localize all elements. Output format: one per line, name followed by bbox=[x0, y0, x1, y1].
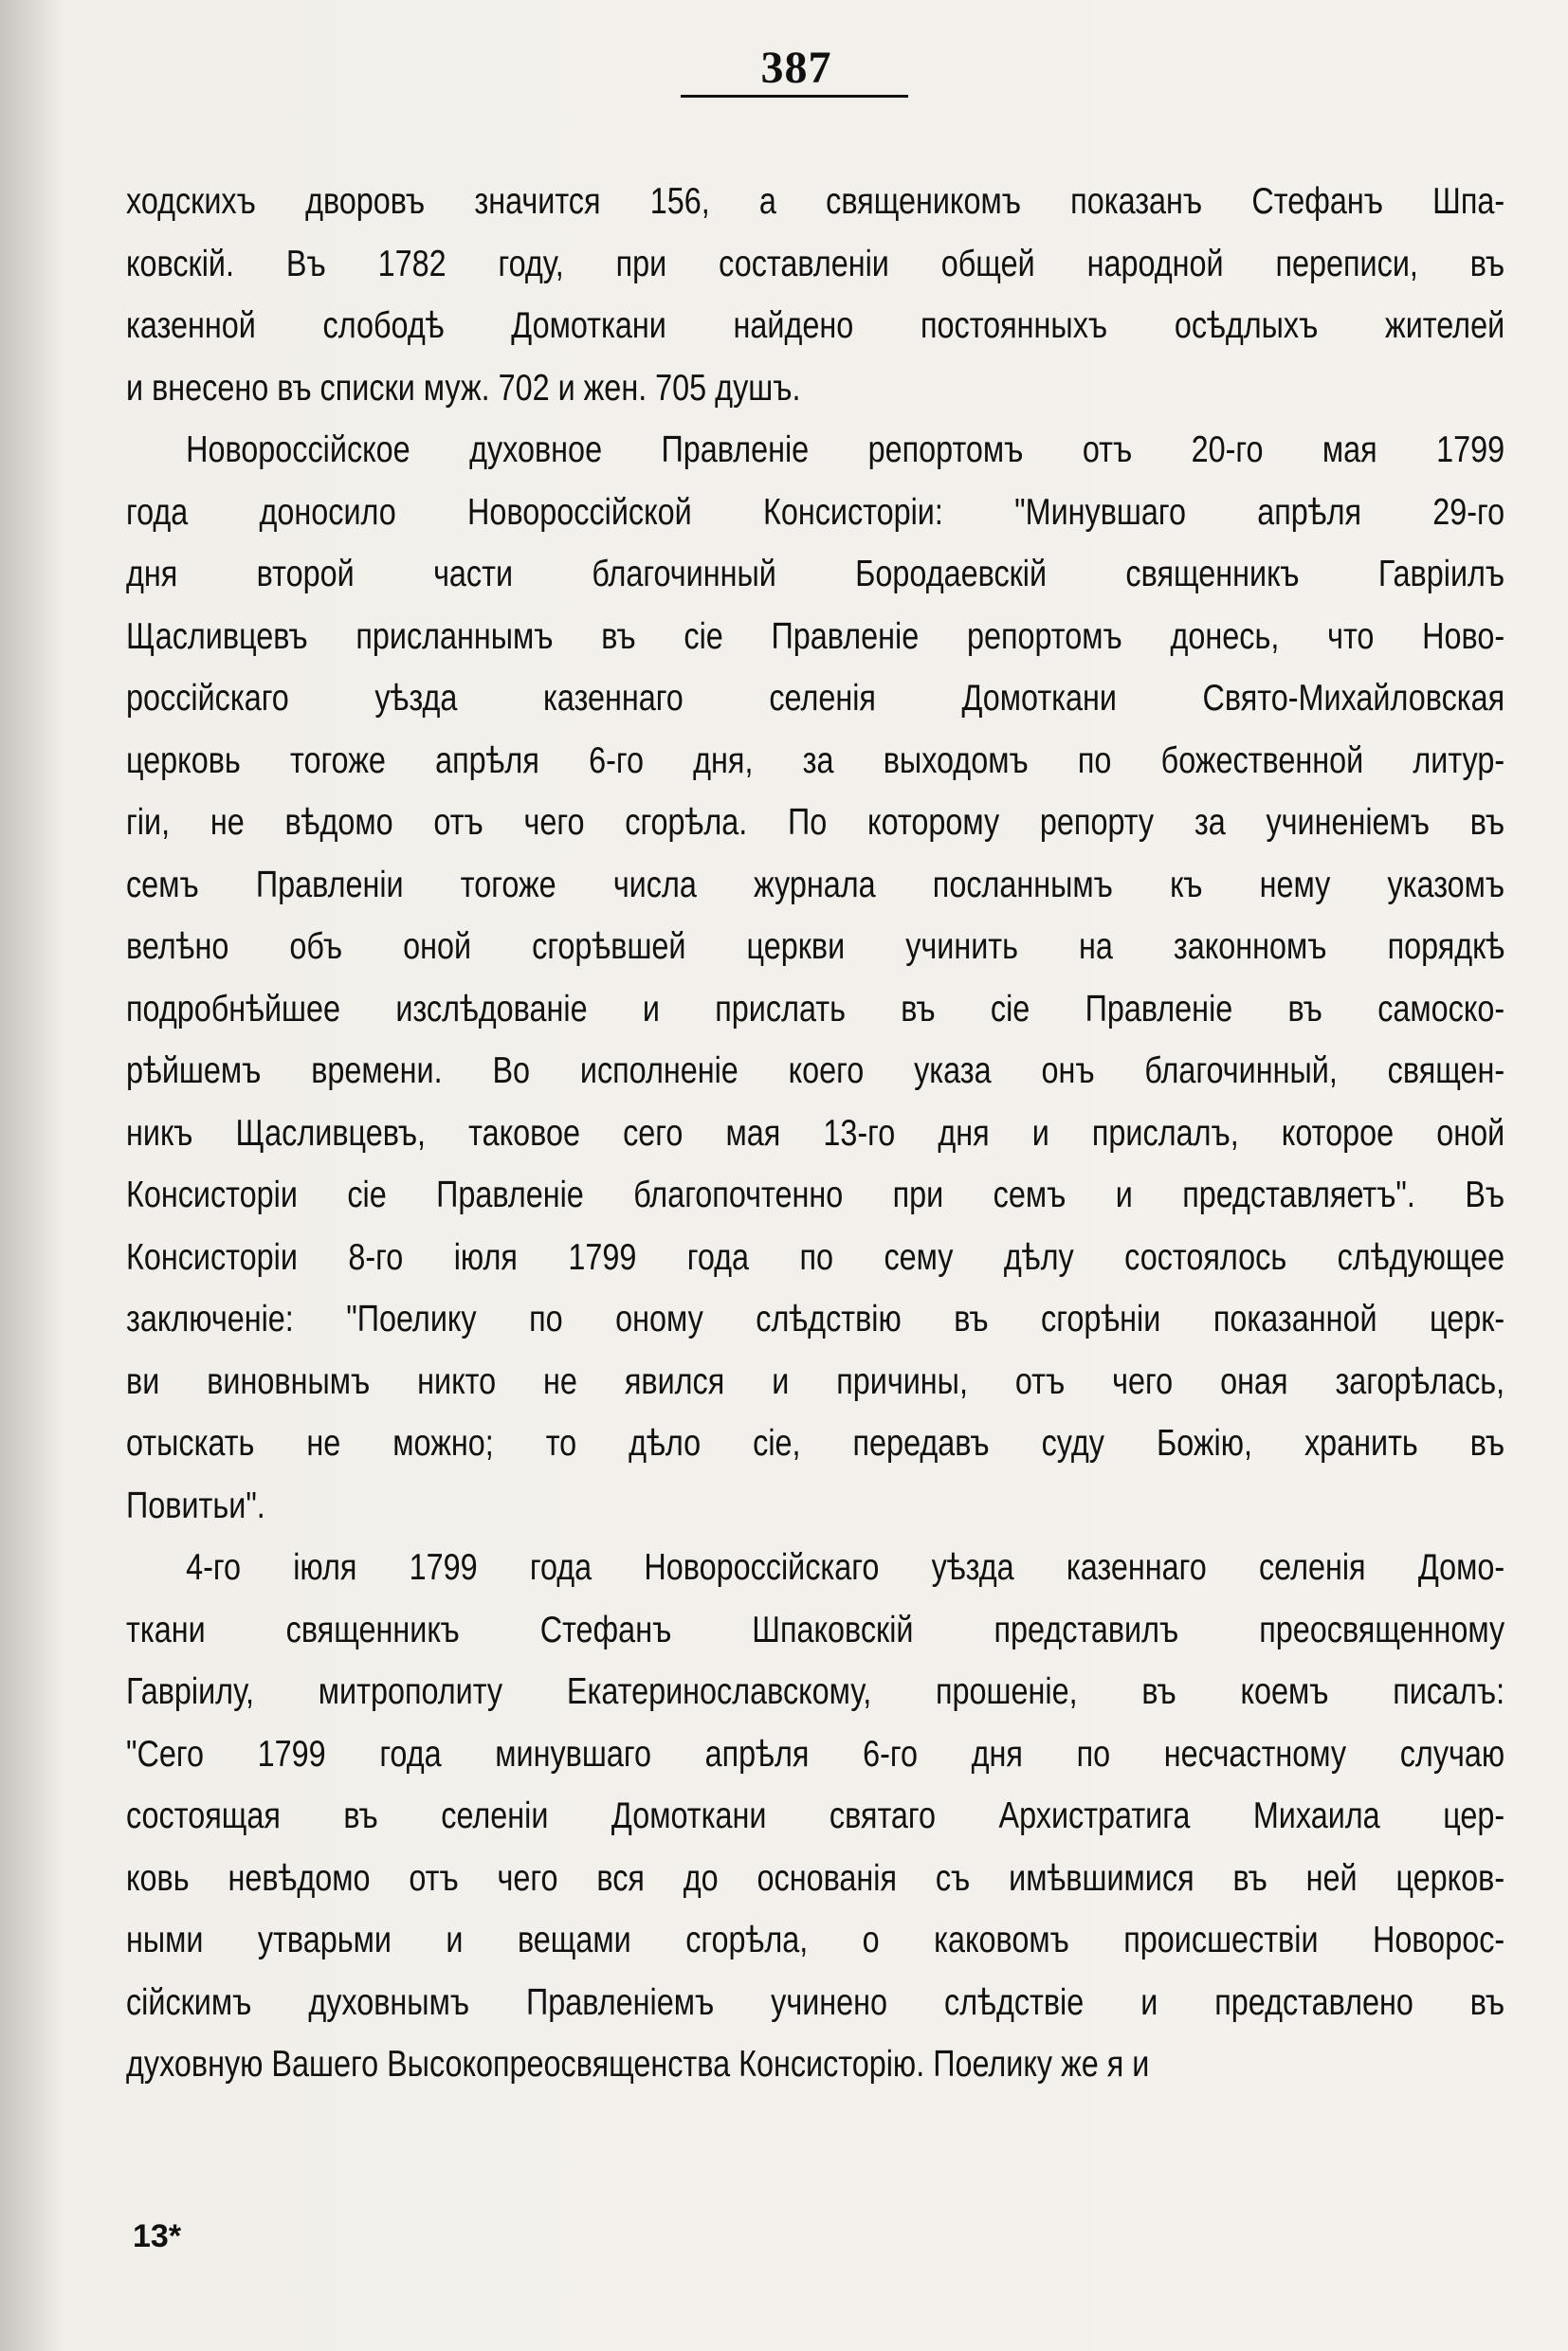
text-line: "Сего 1799 года минувшаго апрѣля 6-го дня по несчастному случаю bbox=[126, 1733, 1505, 1775]
text-line: ковь невѣдомо отъ чего вся до основанія съ имѣвшимися въ ней церков- bbox=[126, 1857, 1505, 1899]
text-line: и внесено въ списки муж. 702 и жен. 705 душъ. bbox=[126, 367, 801, 409]
text-line: церковь тогоже апрѣля 6-го дня, за выходомъ по божественной литур- bbox=[126, 739, 1505, 781]
body-text bbox=[126, 171, 1504, 2096]
text-line: Повитьи". bbox=[126, 1485, 265, 1526]
text-line: семъ Правленіи тогоже числа журнала посланнымъ къ нему указомъ bbox=[126, 864, 1505, 905]
text-line: ходскихъ дворовъ значится 156, а священикомъ показанъ Стефанъ Шпа- bbox=[126, 181, 1505, 222]
text-line: года доносило Новороссійской Консисторіи: "Минувшаго апрѣля 29-го bbox=[126, 491, 1505, 533]
text-line: ткани священникъ Стефанъ Шпаковскій представилъ преосвященному bbox=[126, 1609, 1505, 1650]
text-line: духовную Вашего Высокопреосвященства Консисторію. Поелику же я и bbox=[126, 2044, 1150, 2085]
signature-mark: 13* bbox=[133, 2218, 182, 2254]
text-line: ными утварьми и вещами сгорѣла, о каковомъ происшествіи Новорос- bbox=[126, 1920, 1505, 1960]
text-line: велѣно объ оной сгорѣвшей церкви учинить на законномъ порядкѣ bbox=[126, 926, 1505, 967]
text-line: никъ Щасливцевъ, таковое сего мая 13-го дня и прислалъ, которое оной bbox=[126, 1112, 1505, 1154]
text-line: Щасливцевъ присланнымъ въ сіе Правленіе репортомъ донесь, что Ново- bbox=[126, 615, 1505, 657]
text-line: подробнѣйшее изслѣдованіе и прислать въ сіе Правленіе въ самоско- bbox=[126, 988, 1505, 1030]
text-line: отыскать не можно; то дѣло сіе, передавъ суду Божію, хранить въ bbox=[126, 1423, 1505, 1464]
text-line: Гавріилу, митрополиту Екатеринославскому, прошеніе, въ коемъ писалъ: bbox=[126, 1671, 1505, 1712]
text-line: ви виновнымъ никто не явился и причины, отъ чего оная загорѣлась, bbox=[126, 1360, 1505, 1402]
text-line: казенной слободѣ Домоткани найдено постоянныхъ осѣдлыхъ жителей bbox=[126, 305, 1505, 346]
text-line: сійскимъ духовнымъ Правленіемъ учинено слѣдствіе и представлено въ bbox=[126, 1981, 1505, 2023]
text-line: рѣйшемъ времени. Во исполненіе коего указа онъ благочинный, священ- bbox=[126, 1050, 1505, 1091]
text-line: заключеніе: "Поелику по оному слѣдствію въ сгорѣніи показанной церк- bbox=[126, 1299, 1505, 1340]
text-line: гіи, не вѣдомо отъ чего сгорѣла. По которому репорту за учиненіемъ въ bbox=[126, 802, 1505, 843]
text-line: дня второй части благочинный Бородаевскій священникъ Гавріилъ bbox=[126, 554, 1505, 594]
text-line: 4-го іюля 1799 года Новороссійскаго уѣзда казеннаго селенія Домо- bbox=[186, 1547, 1505, 1588]
spine-shadow bbox=[0, 0, 66, 2351]
text-line: Новороссійское духовное Правленіе репортомъ отъ 20-го мая 1799 bbox=[186, 429, 1505, 470]
page-number-rule bbox=[681, 95, 908, 98]
text-line: состоящая въ селеніи Домоткани святаго Архистратига Михаила цер- bbox=[126, 1795, 1505, 1836]
text-line: россійскаго уѣзда казеннаго селенія Домоткани Свято-Михайловская bbox=[126, 678, 1505, 719]
text-line: Консисторіи сіе Правленіе благопочтенно при семъ и представляетъ". Въ bbox=[126, 1175, 1505, 1215]
text-line: Консисторіи 8-го іюля 1799 года по сему дѣлу состоялось слѣдующее bbox=[126, 1236, 1505, 1278]
page-number: 387 bbox=[760, 43, 832, 93]
text-line: ковскій. Въ 1782 году, при составленіи общей народной переписи, въ bbox=[126, 243, 1505, 284]
